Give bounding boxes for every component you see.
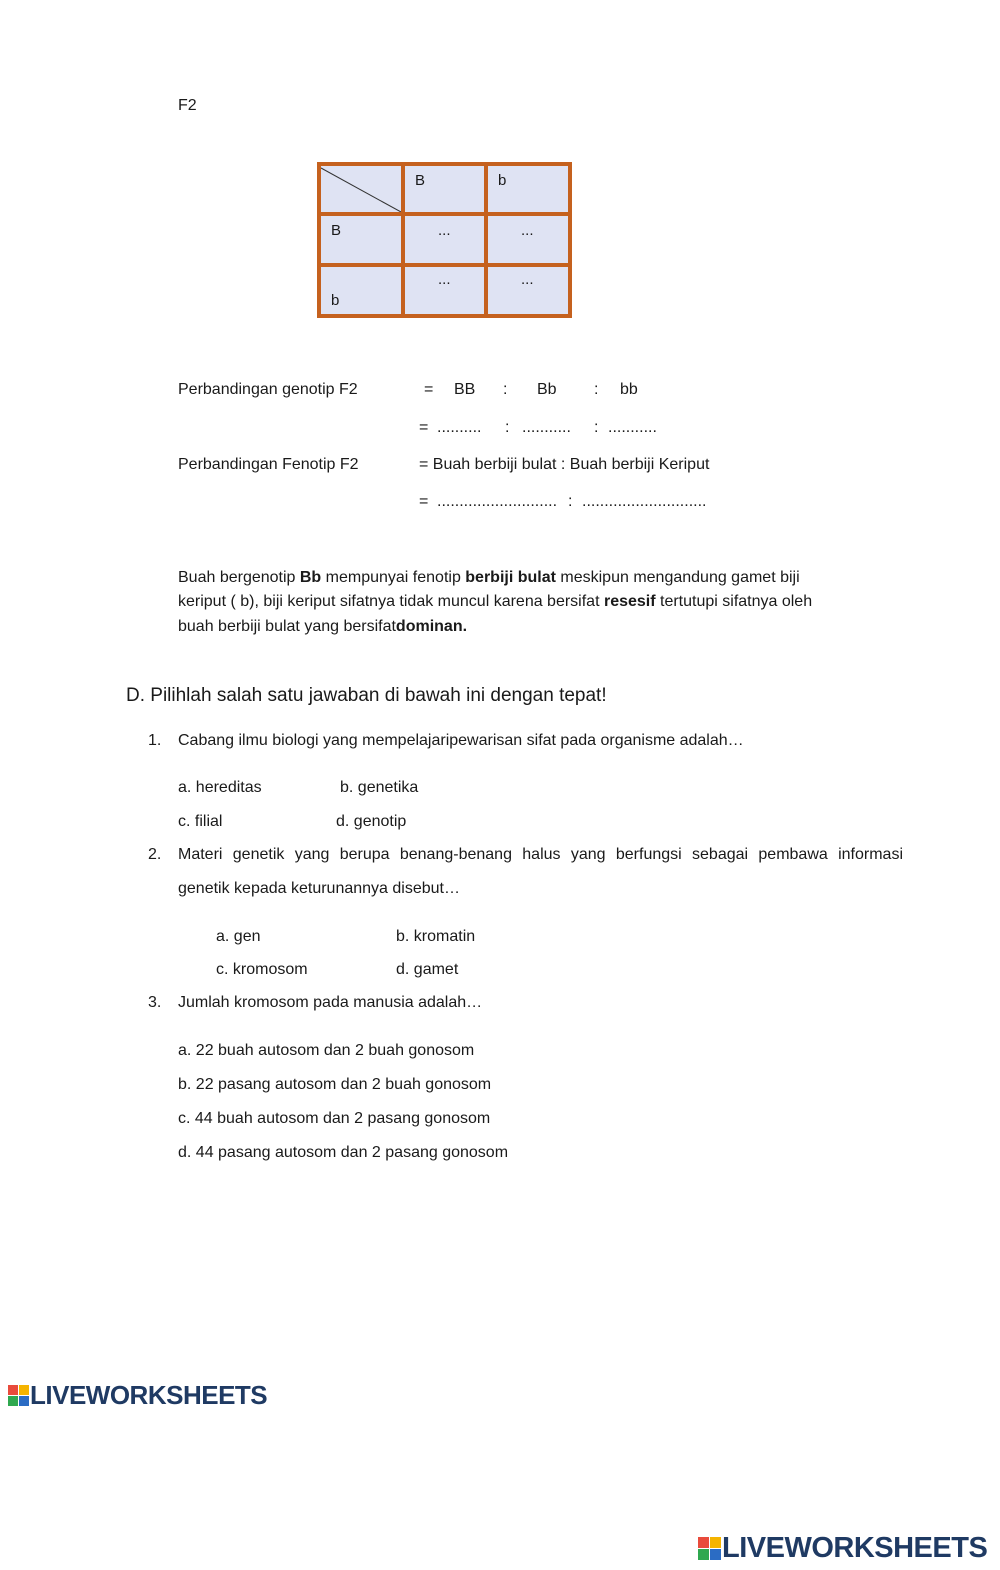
logo-blocks-icon	[8, 1385, 30, 1407]
answer-option[interactable]: d. genotip	[336, 813, 407, 830]
question-text: genetik kepada keturunannya disebut…	[178, 880, 460, 897]
punnett-answer-cell[interactable]	[488, 216, 568, 263]
section-d-heading: D. Pilihlah salah satu jawaban di bawah ini dengan tepat!	[126, 685, 607, 706]
col-header-label: b	[498, 172, 507, 189]
genotype-term: bb	[620, 381, 638, 398]
phenotype-ratio-value: = Buah berbiji bulat : Buah berbiji Keriput	[419, 456, 710, 473]
ratio-separator: :	[594, 381, 599, 398]
explanation-line	[178, 566, 800, 591]
answer-option[interactable]: b. kromatin	[396, 928, 476, 945]
question-number: 3.	[148, 994, 162, 1011]
row-header-label: B	[331, 222, 342, 239]
genotype-answer-blank[interactable]: ...........	[608, 419, 657, 436]
punnett-row-header	[321, 216, 401, 263]
answer-option[interactable]: c. kromosom	[216, 961, 308, 978]
answer-option[interactable]: a. gen	[216, 928, 261, 945]
answer-option[interactable]: b. 22 pasang autosom dan 2 buah gonosom	[178, 1076, 492, 1093]
answer-option[interactable]: c. filial	[178, 813, 223, 830]
bold-term: berbiji bulat	[465, 569, 556, 586]
punnett-corner-cell	[321, 166, 401, 212]
text-run: meskipun mengandung gamet biji	[555, 569, 800, 586]
phenotype-ratio-label: Perbandingan Fenotip F2	[178, 456, 359, 473]
ratio-separator: :	[594, 419, 599, 436]
question-text: Cabang ilmu biologi yang mempelajaripewarisan sifat pada organisme adalah…	[178, 732, 744, 749]
answer-option[interactable]: b. genetika	[340, 779, 419, 796]
section-heading-f2: F2	[178, 97, 197, 114]
bold-term: resesif	[603, 593, 656, 610]
liveworksheets-logo	[8, 1380, 267, 1411]
logo-wordmark: LIVEWORKSHEETS	[30, 1380, 268, 1410]
answer-option[interactable]: a. hereditas	[178, 779, 262, 796]
row-header-label: b	[331, 292, 340, 309]
col-header-label: B	[415, 172, 426, 189]
punnett-answer-cell[interactable]	[488, 267, 568, 314]
answer-option[interactable]: a. 22 buah autosom dan 2 buah gonosom	[178, 1042, 475, 1059]
question-text: Jumlah kromosom pada manusia adalah…	[178, 994, 483, 1011]
answer-blank: ...	[438, 271, 451, 288]
answer-option[interactable]: c. 44 buah autosom dan 2 pasang gonosom	[178, 1110, 491, 1127]
punnett-square	[317, 162, 572, 318]
text-run: Buah bergenotip	[178, 569, 300, 586]
text-run: mempunyai fenotip	[321, 569, 466, 586]
explanation-line	[178, 590, 812, 615]
bold-term: Bb	[299, 569, 322, 586]
question-text: Materi genetik yang berupa benang-benang halus yang berfungsi sebagai pembawa informasi	[178, 846, 903, 863]
genotype-term: Bb	[537, 381, 557, 398]
question-number: 2.	[148, 846, 162, 863]
answer-blank: ...	[438, 222, 451, 239]
punnett-answer-cell[interactable]	[405, 216, 484, 263]
explanation-line	[178, 615, 467, 640]
bold-term: dominan.	[395, 618, 468, 635]
phenotype-answer-blank[interactable]: ...........................	[437, 493, 558, 510]
text-run: tertutupi sifatnya oleh	[655, 593, 813, 610]
text-run: buah berbiji bulat yang bersifat	[178, 618, 396, 635]
punnett-col-header	[405, 166, 484, 212]
phenotype-blank-equals: =	[419, 493, 429, 510]
liveworksheets-logo	[698, 1532, 987, 1565]
logo-wordmark: LIVEWORKSHEETS	[722, 1532, 988, 1564]
answer-blank: ...	[521, 222, 534, 239]
answer-option[interactable]: d. gamet	[396, 961, 459, 978]
answer-option[interactable]: d. 44 pasang autosom dan 2 pasang gonosom	[178, 1144, 509, 1161]
genotype-ratio-label: Perbandingan genotip F2	[178, 381, 358, 398]
ratio-separator: :	[568, 493, 573, 510]
punnett-row-header	[321, 267, 401, 314]
genotype-answer-blank[interactable]: ..........	[437, 419, 482, 436]
phenotype-answer-blank[interactable]: ............................	[582, 493, 707, 510]
punnett-col-header	[488, 166, 568, 212]
ratio-separator: :	[505, 419, 510, 436]
genotype-ratio-equals: =	[424, 381, 434, 398]
punnett-answer-cell[interactable]	[405, 267, 484, 314]
question-number: 1.	[148, 732, 162, 749]
logo-blocks-icon	[698, 1537, 722, 1561]
answer-blank: ...	[521, 271, 534, 288]
genotype-answer-blank[interactable]: ...........	[522, 419, 571, 436]
text-run: keriput ( b), biji keriput sifatnya tidak muncul karena bersifat	[178, 593, 604, 610]
genotype-blank-equals: =	[419, 419, 429, 436]
genotype-term: BB	[454, 381, 476, 398]
ratio-separator: :	[503, 381, 508, 398]
diagonal-divider-icon	[321, 166, 401, 212]
